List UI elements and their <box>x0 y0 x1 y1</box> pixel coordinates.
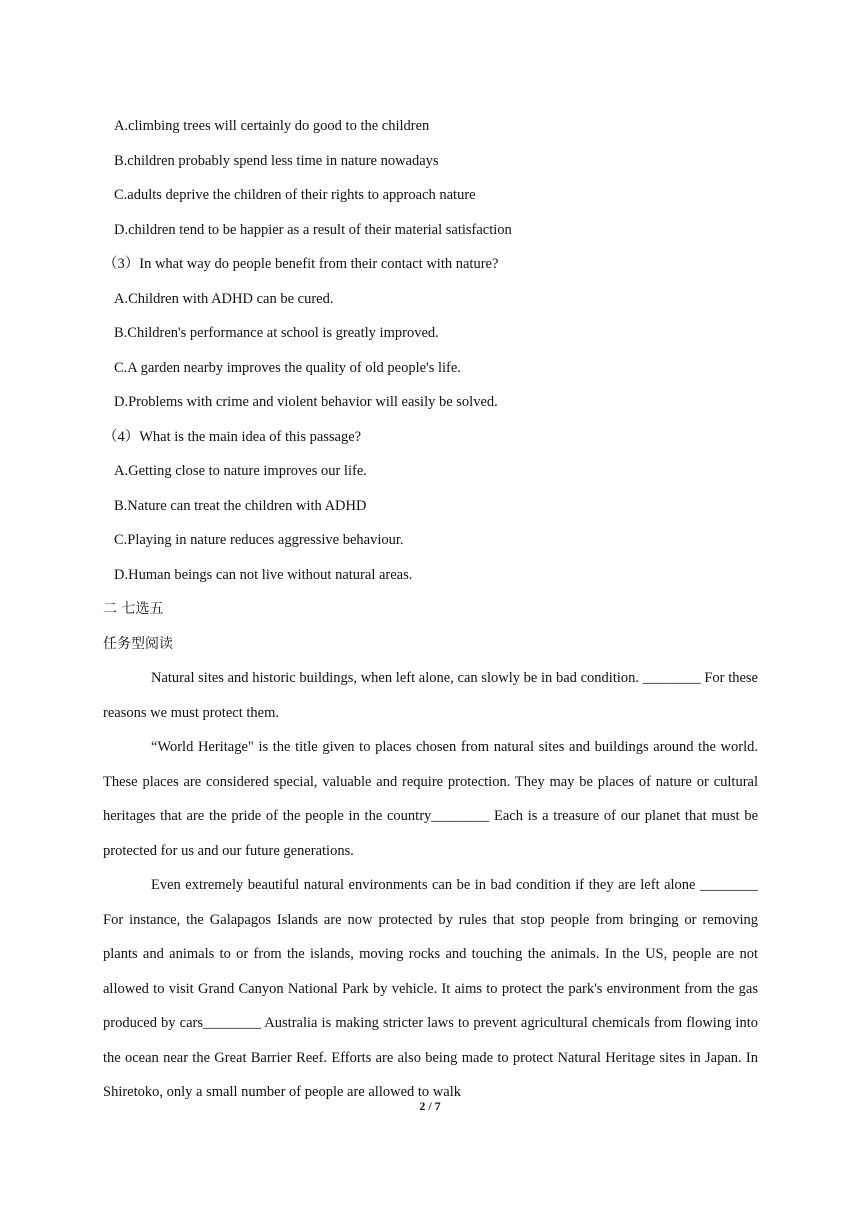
q4-option-b: B.Nature can treat the children with ADHD <box>114 497 367 514</box>
section-heading: 二 七选五 <box>103 601 164 617</box>
q4-stem: （4）What is the main idea of this passage? <box>103 428 362 445</box>
page-content <box>103 109 758 1110</box>
q3-option-a: A.Children with ADHD can be cured. <box>114 290 334 307</box>
passage-paragraph-2: “World Heritage" is the title given to places chosen from natural sites and buildings around the world. These places are considered special, valuable and require protection. They may be places of nature or cultural heritages that are the pride of the people in the country________ Each is a treasure of our planet that must be protected for us and our future generations. <box>103 739 758 859</box>
section-subheading: 任务型阅读 <box>103 635 173 652</box>
q3-option-c: C.A garden nearby improves the quality of old people's life. <box>114 359 461 376</box>
q4-option-d: D.Human beings can not live without natural areas. <box>114 566 413 583</box>
q4-option-c: C.Playing in nature reduces aggressive behaviour. <box>114 532 404 548</box>
passage-paragraph-1: Natural sites and historic buildings, when left alone, can slowly be in bad condition. ________ For these reasons we must protect them. <box>103 670 758 721</box>
q3-option-d: D.Problems with crime and violent behavior will easily be solved. <box>114 394 498 410</box>
q2-option-b: B.children probably spend less time in nature nowadays <box>114 152 439 169</box>
page-number: 2 / 7 <box>419 1099 441 1113</box>
q3-option-b: B.Children's performance at school is greatly improved. <box>114 325 439 341</box>
q4-option-a: A.Getting close to nature improves our life. <box>114 463 367 479</box>
q2-option-a: A.climbing trees will certainly do good to the children <box>114 118 430 134</box>
q3-stem: （3）In what way do people benefit from their contact with nature? <box>103 256 499 272</box>
q2-option-d: D.children tend to be happier as a result of their material satisfaction <box>114 221 512 238</box>
q2-option-c: C.adults deprive the children of their rights to approach nature <box>114 187 476 203</box>
passage-paragraph-3: Even extremely beautiful natural environments can be in bad condition if they are left alone ________ For instance, the Galapagos Islands are now protected by rules that stop people from bringing or removing plants and animals to or from the islands, moving rocks and touching the animals. In the US, people are not allowed to visit Grand Canyon National Park by vehicle. It aims to protect the park's environment from the gas produced by cars________ Australia is making stricter laws to prevent agricultural chemicals from flowing into the ocean near the Great Barrier Reef. Efforts are also being made to protect Natural Heritage sites in Japan. In Shiretoko, only a small number of people are allowed to walk <box>103 877 758 1100</box>
